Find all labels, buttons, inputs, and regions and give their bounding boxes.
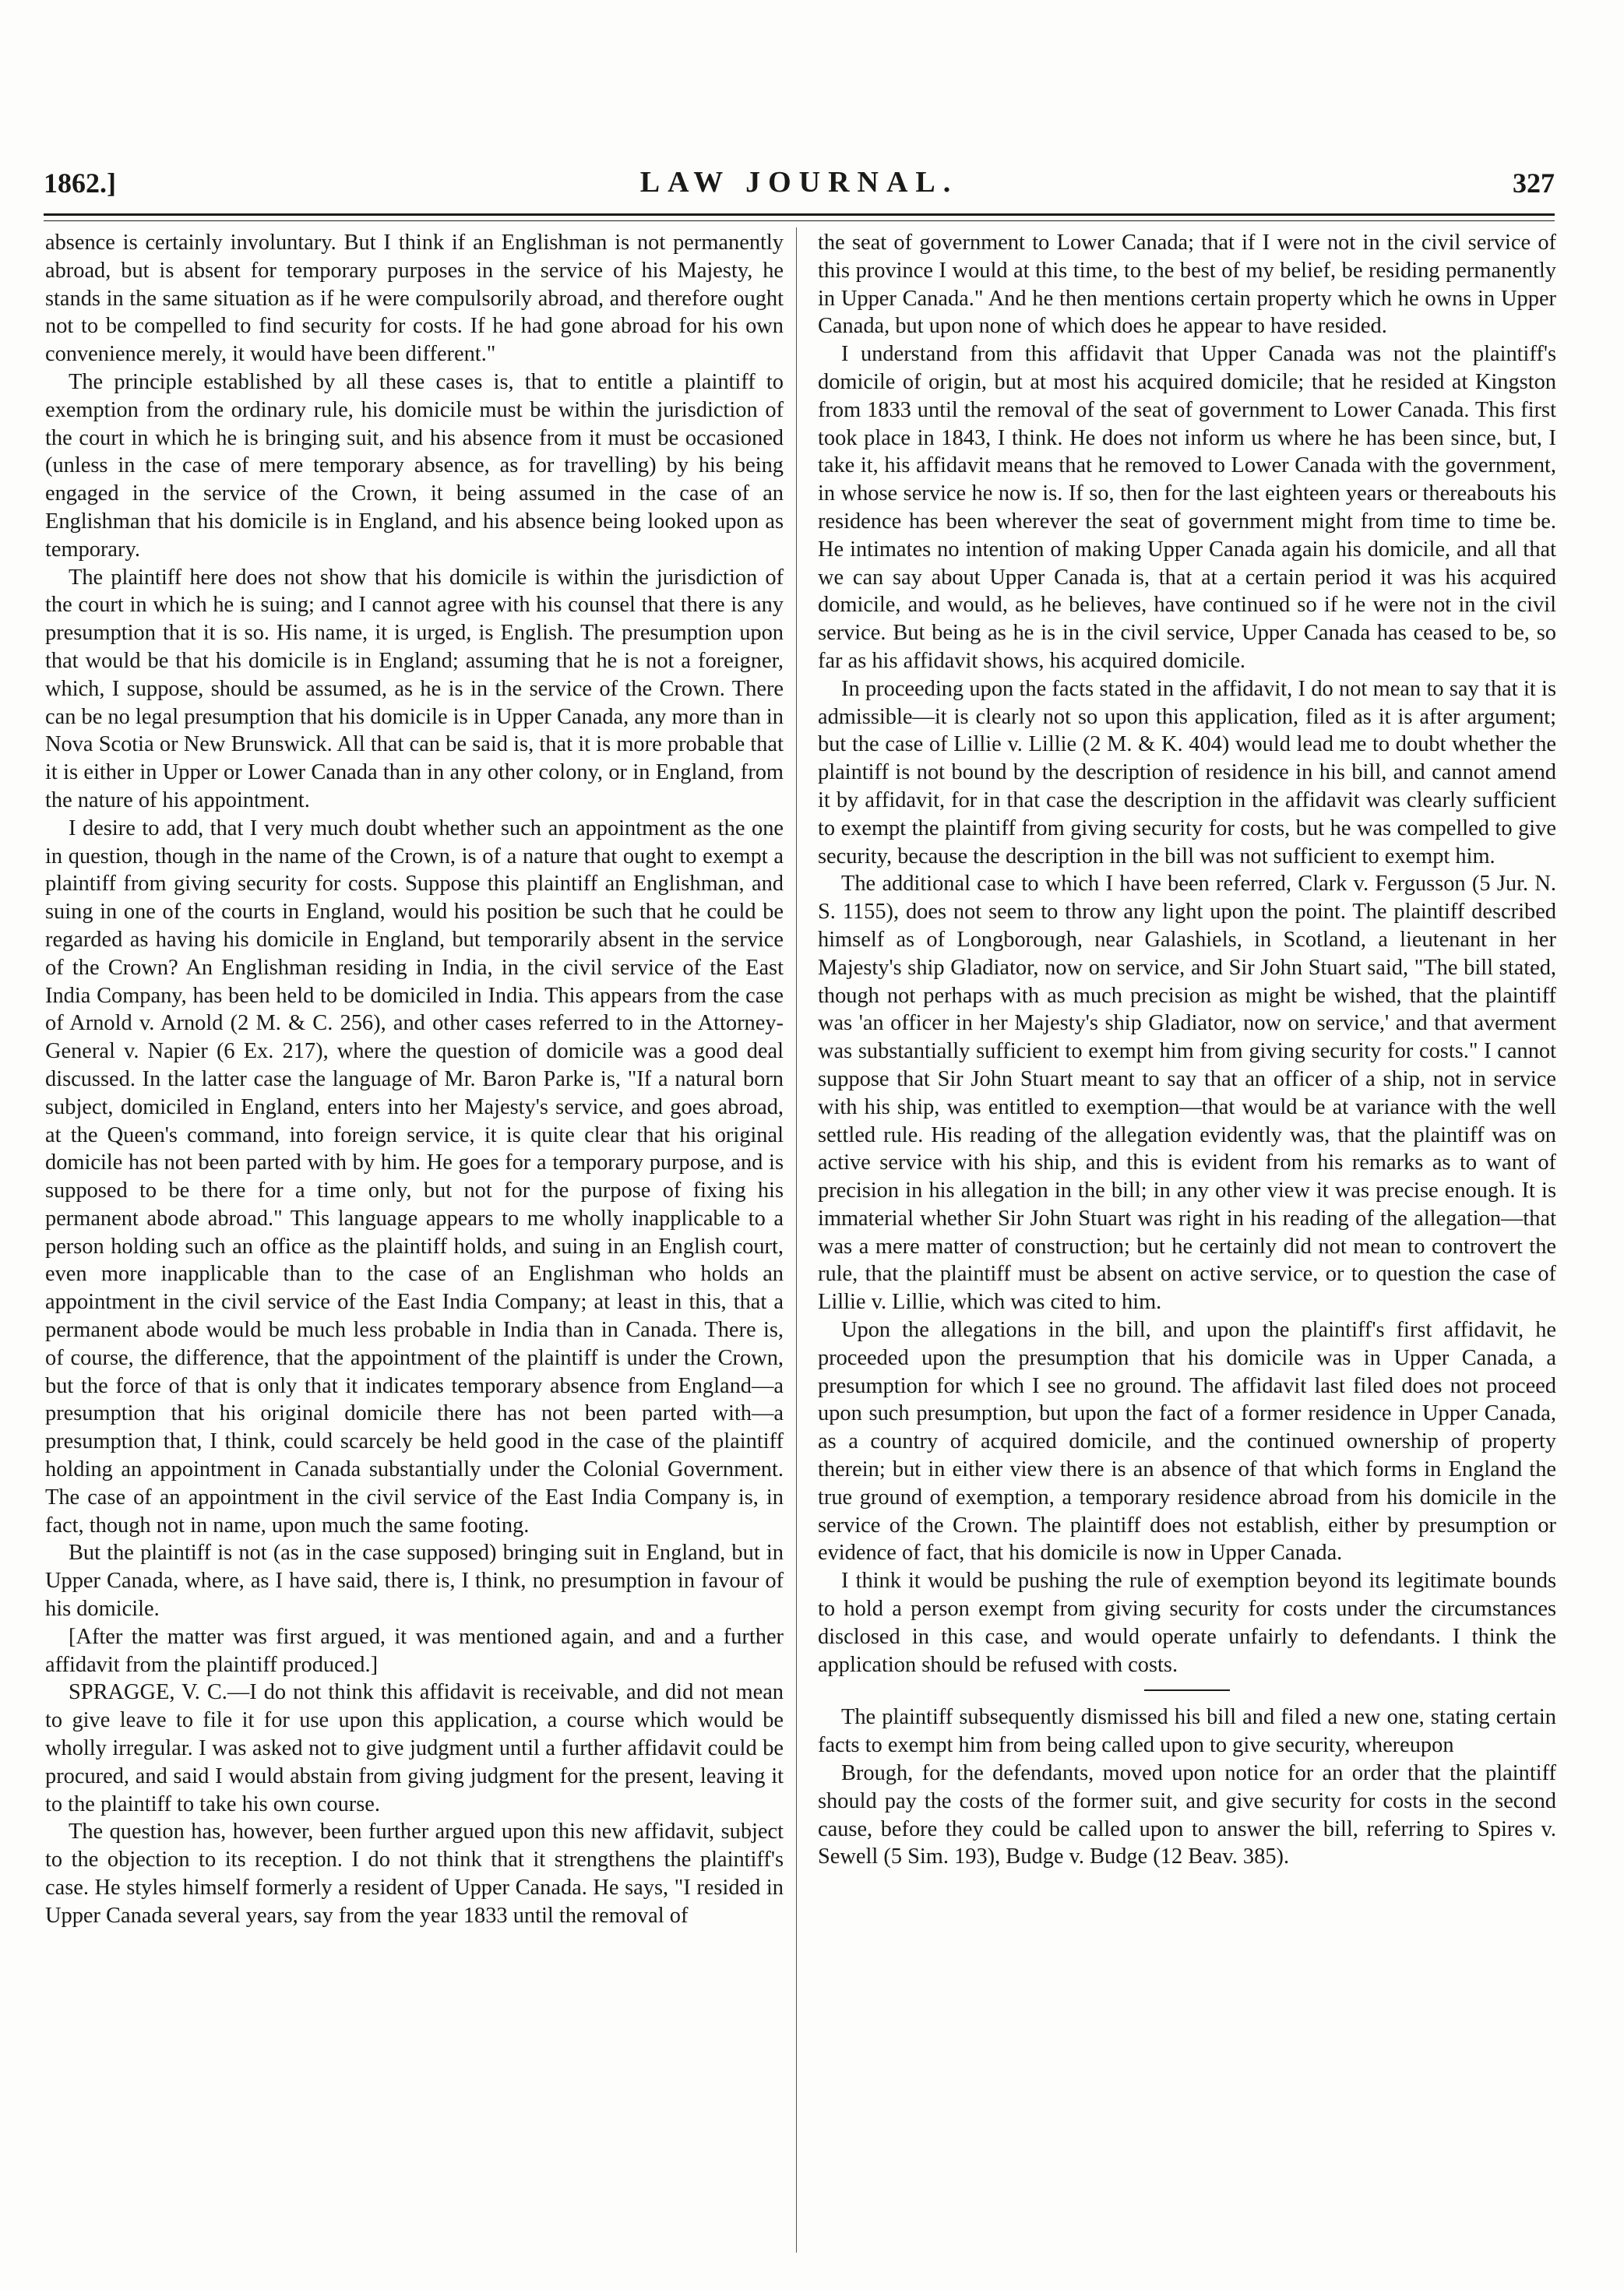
paragraph: The question has, however, been further argued upon this new affidavit, subject to the objection to its reception. I do not think that it strengthens the plaintiff's case. He styles himself formerly a resident of Upper Canada. He says, "I resided in Upper Canada several years, say from the year 1833 until the removal of (45, 1820, 784, 1928)
right-column (818, 229, 1556, 2262)
paragraph: The plaintiff subsequently dismissed his bill and filed a new one, stating certain facts to exempt him from being called upon to give security, whereupon (818, 1705, 1556, 1758)
column-divider (796, 227, 797, 2253)
paragraph: I understand from this affidavit that Upper Canada was not the plaintiff's domicile of origin, but at most his acquired domicile; that he resided at Kingston from 1833 until the removal of the seat of government to Lower Canada. This first took place in 1843, I think. He does not inform us where he has been since, but, I take it, his affidavit means that he removed to Lower Canada with the government, in whose service he now is. If so, then for the last eighteen years or thereabouts his residence has been wherever the seat of government might from time to time be. He intimates no intention of making Upper Canada again his domicile, and all that we can say about Upper Canada is, that at a certain period it was his acquired domicile, and would, as he believes, have continued so if he were not in the civil service. But being as he is in the civil service, Upper Canada has ceased to be, so far as his affidavit shows, his acquired domicile. (818, 342, 1556, 673)
paragraph: But the plaintiff is not (as in the case supposed) bringing suit in England, but in Upper Canada, where, as I have said, there is, I think, no presumption in favour of his domicile. (45, 1541, 784, 1622)
paragraph: the seat of government to Lower Canada; that if I were not in the civil service of this province I would at this time, to the best of my belief, be residing permanently in Upper Canada." And he then mentions certain property which he owns in Upper Canada, but upon none of which does he appear to have resided. (818, 231, 1556, 339)
paragraph: The additional case to which I have been referred, Clark v. Fergusson (5 Jur. N. S. 1155), does not seem to throw any light upon the point. The plaintiff described himself as of Longborough, near Galashiels, in Scotland, a lieutenant in her Majesty's ship Gladiator, now on service, and Sir John Stuart said, "The bill stated, though not perhaps with as much precision as might be wished, that the plaintiff was 'an officer in her Majesty's ship Gladiator, now on service,' and that averment was substantially sufficient to exempt him from giving security for costs." I cannot suppose that Sir John Stuart meant to say that an officer of a ship, not in service with his ship, was entitled to exemption—that would be at variance with the well settled rule. His reading of the allegation evidently was, that the plaintiff was on active service with his ship, and this is evident from his remarks as to want of precision in his allegation in the bill; in any other view it was precise enough. It is immaterial whether Sir John Stuart was right in his reading of the allegation—that was a mere matter of construction; but he certainly did not mean to controvert the rule, that the plaintiff must be absent on active service, or to question the case of Lillie v. Lillie, which was cited to him. (818, 872, 1556, 1315)
paragraph: Upon the allegations in the bill, and upon the plaintiff's first affidavit, he proceeded upon the presumption that his domicile was in Upper Canada, a presumption for which I see no ground. The affidavit last filed does not proceed upon such presumption, but upon the fact of a former residence in Upper Canada, as a country of acquired domicile, and the continued ownership of property therein; but in either view there is an absence of that which forms in England the true ground of exemption, a temporary residence abroad from his domicile in the service of the Crown. The plaintiff does not establish, either by presumption or evidence of fact, that his domicile is now in Upper Canada. (818, 1318, 1556, 1566)
paragraph: [After the matter was first argued, it was mentioned again, and and a further affidavit from the plaintiff produced.] (45, 1624, 784, 1677)
page-number: 327 (1513, 167, 1555, 199)
header-rule-thick (44, 213, 1555, 216)
paragraph: I desire to add, that I very much doubt whether such an appointment as the one in question, though in the name of the Crown, is of a nature that ought to exempt a plaintiff from giving security for costs. Suppose this plaintiff an Englishman, and suing in one of the courts in England, would his position be such that he could be regarded as having his domicile in England, but temporarily absent in the service of the Crown? An Englishman residing in India, in the civil service of the East India Company, has been held to be domiciled in India. This appears from the case of Arnold v. Arnold (2 M. & C. 256), and other cases referred to in the Attorney-General v. Napier (6 Ex. 217), where the question of domicile was a good deal discussed. In the latter case the language of Mr. Baron Parke is, "If a natural born subject, domiciled in England, enters into her Majesty's service, and goes abroad, at the Queen's command, into foreign service, it is quite clear that his original domicile has not been parted with by him. He goes for a temporary purpose, and is supposed to be there for a time only, but not for the purpose of fixing his permanent abode abroad." This language appears to me wholly inapplicable to a person holding such an office as the plaintiff holds, and suing in an English court, even more inapplicable than to the case of an Englishman who holds an appointment in the civil service of the East India Company; at least in this, that a permanent abode would be much less probable in India than in Canada. There is, of course, the difference, that the appointment of the plaintiff is under the Crown, but the force of that is only that it indicates temporary absence from England—a presumption that his original domicile there has not been parted with—a presumption that, I think, could scarcely be held good in the case of the plaintiff holding an appointment in Canada substantially under the Colonial Government. The case of an appointment in the civil service of the East India Company is, in fact, though not in name, upon much the same footing. (45, 816, 784, 1538)
left-column (45, 229, 784, 2262)
paragraph: I think it would be pushing the rule of exemption beyond its legitimate bounds to hold a person exempt from giving security for costs under the circumstances disclosed in this case, and would operate unfairly to defendants. I think the application should be refused with costs. (818, 1569, 1556, 1677)
paragraph: In proceeding upon the facts stated in the affidavit, I do not mean to say that it is admissible—it is clearly not so upon this application, filed as it is after argument; but the case of Lillie v. Lillie (2 M. & K. 404) would lead me to doubt whether the plaintiff is not bound by the description of residence in his bill, and cannot amend it by affidavit, for in that case the description in the affidavit was clearly sufficient to exempt the plaintiff from giving security for costs, but he was compelled to give security, because the description in the bill was not sufficient to exempt him. (818, 676, 1556, 868)
paragraph: Brough, for the defendants, moved upon notice for an order that the plaintiff should pay the costs of the former suit, and give security for costs in the second cause, before they could be called upon to answer the bill, referring to Spires v. Sewell (5 Sim. 193), Budge v. Budge (12 Beav. 385). (818, 1761, 1556, 1869)
journal-title: LAW JOURNAL. (639, 166, 959, 199)
paragraph: The plaintiff here does not show that his domicile is within the jurisdiction of the court in which he is suing; and I cannot agree with his counsel that there is any presumption that it is so. His name, it is urged, is English. The presumption upon that would be that his domicile is in England; assuming that he is not a foreigner, which, I suppose, should be assumed, as he is in the service of the Crown. There can be no legal presumption that his domicile is in Upper Canada, any more than in Nova Scotia or New Brunswick. All that can be said is, that it is more probable that it is either in Upper or Lower Canada than in any other colony, or in England, from the nature of his appointment. (45, 565, 784, 812)
header-year: 1862.] (44, 167, 116, 199)
paragraph: absence is certainly involuntary. But I think if an Englishman is not permanently abroad, but is absent for temporary purposes in the service of his Majesty, he stands in the same situation as if he were compulsorily abroad, and therefore ought not to be compelled to find security for costs. If he had gone abroad for his own convenience merely, it would have been different." (45, 231, 784, 367)
running-header (44, 165, 1555, 207)
paragraph: The principle established by all these cases is, that to entitle a plaintiff to exemption from the ordinary rule, his domicile must be within the jurisdiction of the court in which he is bringing suit, and his absence from it must be occasioned (unless in the case of mere temporary absence, as for travelling) by his being engaged in the service of the Crown, it being assumed in the case of an Englishman that his domicile is in England, and his absence being looked upon as temporary. (45, 369, 784, 562)
section-separator (1144, 1689, 1230, 1691)
header-rule-thin (44, 220, 1555, 221)
paragraph: SPRAGGE, V. C.—I do not think this affidavit is receivable, and did not mean to give leave to file it for use upon this application, a course which would be wholly irregular. I was asked not to give judgment until a further affidavit could be procured, and said I would abstain from giving judgment for the present, leaving it to the plaintiff to take his own course. (45, 1680, 784, 1816)
